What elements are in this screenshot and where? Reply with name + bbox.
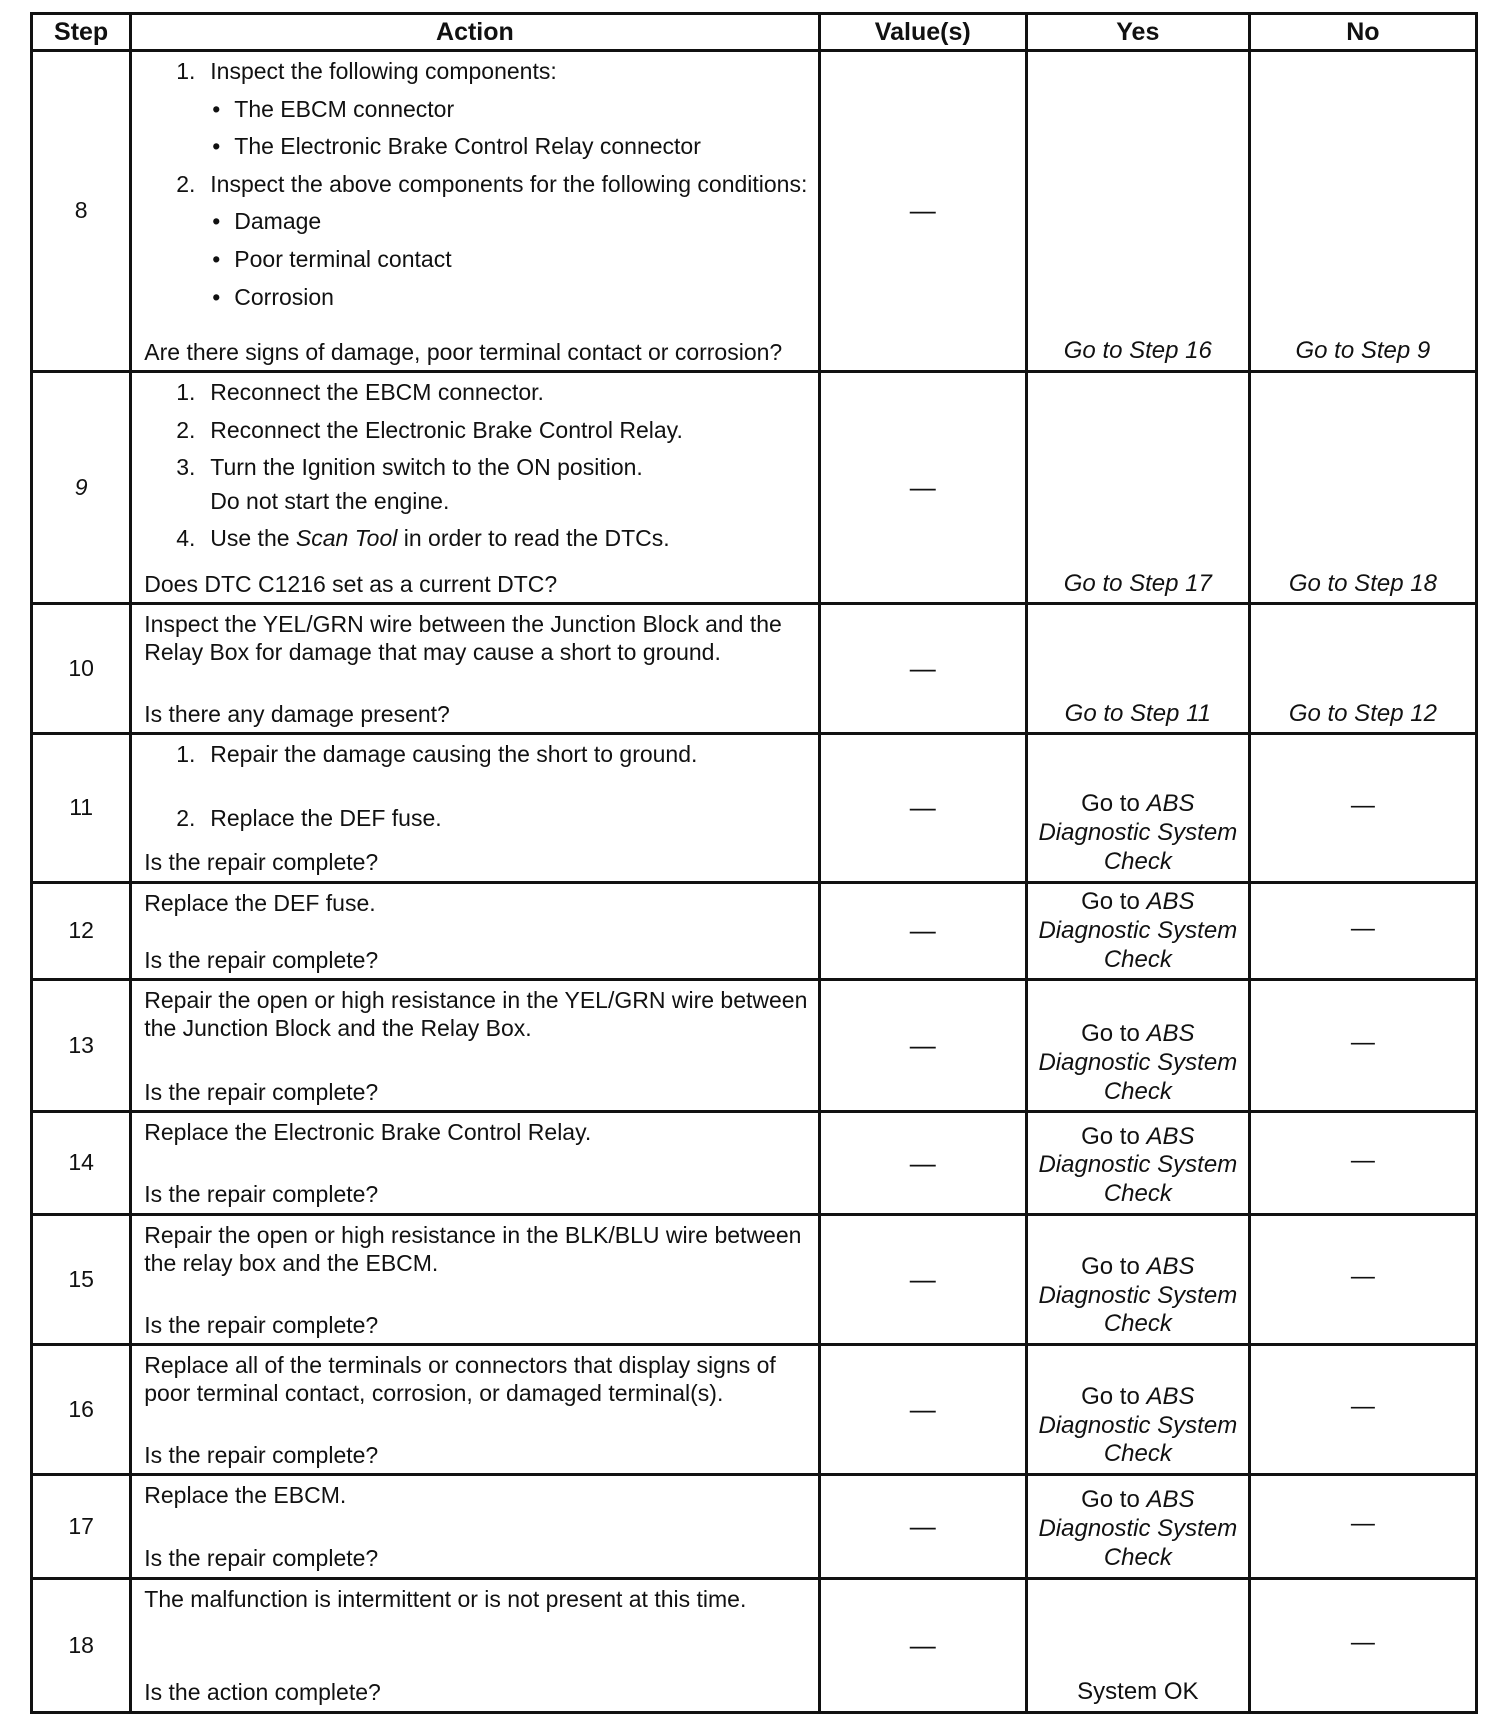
step-number: 9: [32, 372, 131, 604]
yes-go-to: Go to: [1081, 1020, 1140, 1048]
action-text: Replace all of the terminals or connectors that display signs of poor terminal contact, corrosion, or damaged terminal(s).: [144, 1352, 776, 1406]
action-text: Replace the DEF fuse.: [144, 889, 376, 916]
action-question: Is there any damage present?: [144, 700, 450, 727]
table-row-step-18: [32, 1578, 1477, 1712]
action-cell: [131, 1345, 819, 1475]
action-item: 1. Reconnect the EBCM connector.: [176, 379, 544, 406]
yes-cell: System OK: [1026, 1578, 1249, 1712]
value-cell: —: [819, 1112, 1026, 1215]
table-row-step-9: [32, 372, 1477, 604]
action-text: Inspect the YEL/GRN wire between the Junction Block and the Relay Box for damage that may cause a short to ground.: [144, 611, 782, 665]
value-cell: —: [819, 1578, 1026, 1712]
yes-go-to: Go to: [1081, 1252, 1140, 1280]
yes-cell: [1026, 882, 1249, 980]
action-question: Is the repair complete?: [144, 849, 379, 876]
action-text: Replace the Electronic Brake Control Relay.: [144, 1119, 592, 1146]
yes-cell: [1026, 1475, 1249, 1579]
action-cell: [131, 734, 819, 882]
action-item: 1. Repair the damage causing the short to ground.: [176, 741, 698, 768]
yes-link-abs-check[interactable]: ABS Diagnostic System Check: [1038, 1020, 1238, 1105]
action-bullet: • Poor terminal contact: [212, 245, 452, 272]
yes-go-to: Go to: [1081, 1382, 1140, 1410]
action-text: Repair the open or high resistance in the BLK/BLU wire between the relay box and the EBCM.: [144, 1222, 802, 1276]
yes-go-to: Go to: [1081, 1122, 1140, 1150]
action-cell: [131, 1578, 819, 1712]
value-cell: —: [819, 1345, 1026, 1475]
value-cell: —: [819, 51, 1026, 372]
yes-go-to: Go to: [1081, 790, 1140, 818]
header-action: Action: [131, 14, 819, 51]
header-no: No: [1249, 14, 1476, 51]
yes-link-abs-check[interactable]: ABS Diagnostic System Check: [1038, 790, 1238, 875]
no-cell: —: [1249, 882, 1476, 980]
yes-link-abs-check[interactable]: ABS Diagnostic System Check: [1038, 887, 1238, 973]
no-cell: —: [1249, 1475, 1476, 1579]
table-row-step-8: [32, 51, 1477, 372]
header-row: [32, 14, 1477, 51]
step-number: 8: [32, 51, 131, 372]
no-cell: Go to Step 18: [1249, 372, 1476, 604]
yes-link-abs-check[interactable]: ABS Diagnostic System Check: [1038, 1382, 1238, 1468]
action-item: 2. Reconnect the Electronic Brake Control Relay.: [176, 416, 683, 443]
action-question: Are there signs of damage, poor terminal contact or corrosion?: [144, 338, 783, 365]
table-row-step-15: [32, 1215, 1477, 1345]
step-number: 10: [32, 604, 131, 734]
yes-go-to: Go to: [1081, 887, 1140, 915]
action-item: 4. Use the Scan Tool in order to read the DTCs.: [176, 525, 670, 552]
step-number: 18: [32, 1578, 131, 1712]
value-cell: —: [819, 882, 1026, 980]
no-cell: —: [1249, 734, 1476, 882]
yes-link-abs-check[interactable]: ABS Diagnostic System Check: [1038, 1252, 1238, 1338]
action-question: Is the repair complete?: [144, 1545, 379, 1572]
action-cell: [131, 1215, 819, 1345]
no-cell: Go to Step 9: [1249, 51, 1476, 372]
header-step: Step: [32, 14, 131, 51]
value-cell: —: [819, 980, 1026, 1112]
step-number: 13: [32, 980, 131, 1112]
action-cell: [131, 372, 819, 604]
action-question: Is the repair complete?: [144, 1441, 379, 1468]
action-cell: [131, 1112, 819, 1215]
step-number: 14: [32, 1112, 131, 1215]
action-question: Does DTC C1216 set as a current DTC?: [144, 570, 558, 597]
no-cell: —: [1249, 1215, 1476, 1345]
diagnostic-table: [30, 12, 1478, 1714]
action-question: Is the action complete?: [144, 1679, 381, 1706]
table-row-step-12: [32, 882, 1477, 980]
table-row-step-17: [32, 1475, 1477, 1579]
step-number: 16: [32, 1345, 131, 1475]
yes-cell: Go to Step 11: [1026, 604, 1249, 734]
action-item: 2. Inspect the above components for the following conditions:: [176, 170, 808, 197]
yes-cell: [1026, 734, 1249, 882]
action-cell: [131, 51, 819, 372]
action-bullet: • Damage: [212, 208, 322, 235]
action-question: Is the repair complete?: [144, 946, 379, 973]
no-cell: —: [1249, 1578, 1476, 1712]
action-bullet: • Corrosion: [212, 283, 334, 310]
value-cell: —: [819, 734, 1026, 882]
value-cell: —: [819, 1215, 1026, 1345]
action-item: 1. Inspect the following components:: [176, 58, 557, 84]
action-question: Is the repair complete?: [144, 1078, 379, 1105]
action-item: 2. Replace the DEF fuse.: [176, 805, 442, 831]
yes-link-abs-check[interactable]: ABS Diagnostic System Check: [1038, 1122, 1238, 1208]
yes-cell: Go to Step 16: [1026, 51, 1249, 372]
action-cell: [131, 604, 819, 734]
action-question: Is the repair complete?: [144, 1311, 379, 1338]
step-number: 17: [32, 1475, 131, 1579]
diagnostic-table-sheet: [30, 12, 1478, 1714]
table-row-step-16: [32, 1345, 1477, 1475]
action-cell: [131, 980, 819, 1112]
no-cell: —: [1249, 980, 1476, 1112]
yes-cell: [1026, 1215, 1249, 1345]
no-cell: Go to Step 12: [1249, 604, 1476, 734]
header-values: Value(s): [819, 14, 1026, 51]
yes-cell: [1026, 1345, 1249, 1475]
action-question: Is the repair complete?: [144, 1181, 379, 1208]
action-bullet: • The EBCM connector: [212, 95, 455, 122]
value-cell: —: [819, 1475, 1026, 1579]
value-cell: —: [819, 604, 1026, 734]
value-cell: —: [819, 372, 1026, 604]
yes-go-to: Go to: [1081, 1486, 1140, 1514]
yes-cell: [1026, 1112, 1249, 1215]
step-number: 12: [32, 882, 131, 980]
table-row-step-13: [32, 980, 1477, 1112]
yes-cell: [1026, 980, 1249, 1112]
action-item: 3. Turn the Ignition switch to the ON position.: [176, 454, 643, 481]
no-cell: —: [1249, 1112, 1476, 1215]
table-row-step-14: [32, 1112, 1477, 1215]
action-continuation: Do not start the engine.: [210, 487, 450, 514]
action-bullet: • The Electronic Brake Control Relay connector: [212, 133, 701, 160]
yes-link-abs-check[interactable]: ABS Diagnostic System Check: [1038, 1486, 1238, 1571]
action-cell: [131, 1475, 819, 1579]
action-text: The malfunction is intermittent or is not present at this time.: [144, 1585, 747, 1612]
action-cell: [131, 882, 819, 980]
action-text: Repair the open or high resistance in the YEL/GRN wire between the Junction Block and the Relay Box.: [144, 987, 808, 1041]
step-number: 11: [32, 734, 131, 882]
header-yes: Yes: [1026, 14, 1249, 51]
action-text: Replace the EBCM.: [144, 1482, 347, 1509]
table-row-step-10: [32, 604, 1477, 734]
no-cell: —: [1249, 1345, 1476, 1475]
yes-cell: Go to Step 17: [1026, 372, 1249, 604]
step-number: 15: [32, 1215, 131, 1345]
table-row-step-11: [32, 734, 1477, 882]
